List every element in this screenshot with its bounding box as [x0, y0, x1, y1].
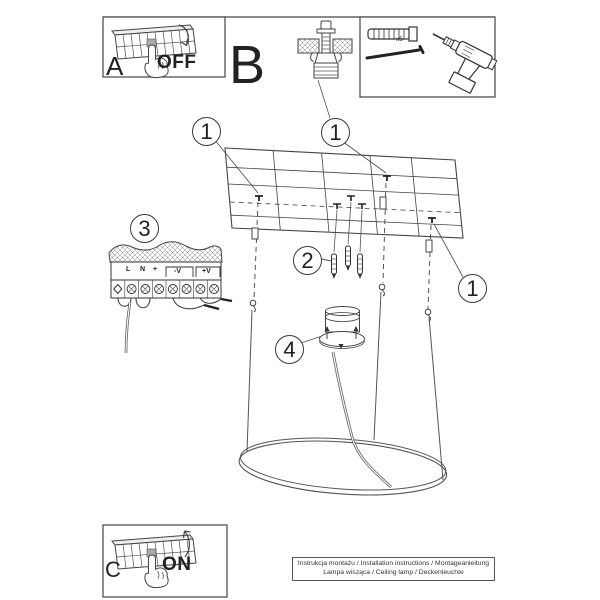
title-block	[292, 557, 495, 581]
terminal-label-n: N	[140, 266, 146, 273]
hardware-box	[360, 17, 498, 97]
ceiling-screws	[255, 176, 436, 223]
callout-leaders	[214, 139, 463, 277]
ring-lamp	[237, 432, 448, 501]
power-on-label: ON	[162, 554, 192, 575]
terminal-label-earth: +	[153, 266, 158, 273]
callout-mount-right: 1	[458, 274, 487, 303]
suspension-wire	[429, 317, 443, 480]
instruction-title-line1: Instrukcja montażu / Installation instructions / Montageanleitung	[297, 560, 490, 567]
suspension-wire	[374, 292, 381, 440]
terminal-block	[109, 242, 232, 353]
step-letter-b: B	[229, 35, 266, 95]
instruction-title-line2: Lampa wisząca / Ceiling lamp / Deckenleuchte	[323, 569, 464, 576]
step-letter-c: C	[105, 557, 121, 582]
ceiling-mount-detail	[298, 21, 352, 118]
suspension-wire	[247, 310, 252, 452]
ceiling-grid	[225, 148, 463, 238]
power-cable	[333, 352, 391, 487]
power-off-label: OFF	[157, 52, 197, 73]
callout-mount-left: 1	[192, 117, 221, 146]
wall-anchors	[332, 202, 363, 279]
terminal-label-plus-v: +V	[202, 268, 211, 275]
wall-plug-icon	[368, 27, 417, 41]
terminal-label-l: L	[126, 266, 131, 273]
canopy	[301, 307, 365, 350]
step-letter-a: A	[106, 51, 124, 81]
callout-canopy: 4	[275, 335, 304, 364]
callout-mount-center: 1	[321, 118, 350, 147]
callout-wiring: 3	[130, 214, 159, 243]
terminal-label-minus-v: -V	[174, 268, 181, 275]
anchor-quantity-label: x5	[396, 36, 403, 43]
callout-anchors: 2	[293, 246, 322, 275]
